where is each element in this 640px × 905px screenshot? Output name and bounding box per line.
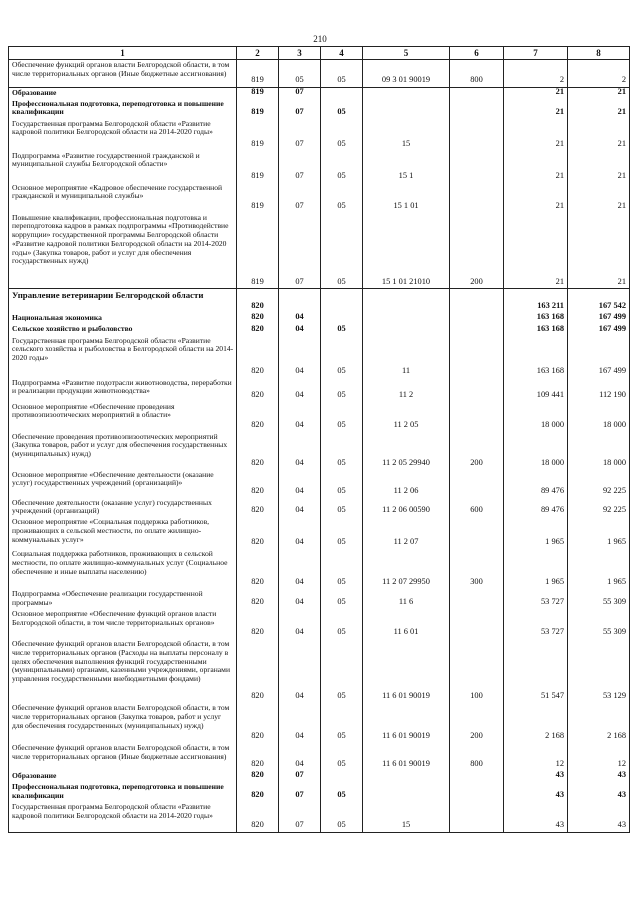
ministry-code-cell: 820 <box>237 470 279 498</box>
amount-cell-col7: 163 168 <box>504 324 568 336</box>
subsection-code-cell: 05 <box>321 498 363 517</box>
amount-cell-col7: 1 965 <box>504 517 568 549</box>
table-row <box>9 60 630 88</box>
expense-type-cell <box>450 151 504 183</box>
amount-cell-col7: 21 <box>504 183 568 213</box>
ministry-code-cell: 820 <box>237 609 279 639</box>
section-code-cell: 04 <box>279 324 321 336</box>
expense-type-cell <box>450 183 504 213</box>
subsection-code-cell <box>321 771 363 782</box>
ministry-code-cell: 820 <box>237 313 279 324</box>
table-row <box>9 88 630 99</box>
subsection-code-cell: 05 <box>321 60 363 88</box>
subsection-code-cell <box>321 88 363 99</box>
section-code-cell: 04 <box>279 589 321 609</box>
row-name-cell: Национальная экономика <box>9 313 237 324</box>
amount-cell-col7: 21 <box>504 151 568 183</box>
amount-cell-col7: 43 <box>504 771 568 782</box>
section-code-cell: 07 <box>279 782 321 802</box>
target-article-cell <box>363 771 450 782</box>
ministry-code-cell: 820 <box>237 336 279 378</box>
expense-type-cell: 200 <box>450 432 504 470</box>
section-code-cell: 04 <box>279 470 321 498</box>
subsection-code-cell: 05 <box>321 336 363 378</box>
amount-cell-col7: 21 <box>504 213 568 289</box>
row-name-cell: Государственная программа Белгородской области «Развитие сельского хозяйства и рыболовства в Белгородской области на 2014-2020 годы» <box>9 336 237 378</box>
row-name-cell: Сельское хозяйство и рыболовство <box>9 324 237 336</box>
amount-cell-col7: 18 000 <box>504 432 568 470</box>
target-article-cell: 11 6 01 <box>363 609 450 639</box>
row-name-cell: Профессиональная подготовка, переподготовка и повышение квалификации <box>9 99 237 119</box>
ministry-code-cell: 820 <box>237 782 279 802</box>
amount-cell-col7: 43 <box>504 802 568 832</box>
amount-cell-col7: 12 <box>504 743 568 771</box>
expense-type-cell: 600 <box>450 498 504 517</box>
expense-type-cell: 800 <box>450 743 504 771</box>
section-code-cell: 07 <box>279 99 321 119</box>
amount-cell-col8: 21 <box>568 88 630 99</box>
table-row <box>9 743 630 771</box>
table-row <box>9 771 630 782</box>
target-article-cell: 15 1 01 21010 <box>363 213 450 289</box>
expense-type-cell <box>450 402 504 432</box>
amount-cell-col8: 21 <box>568 213 630 289</box>
row-name-cell: Основное мероприятие «Кадровое обеспечение государственной гражданской и муниципальной службы» <box>9 183 237 213</box>
target-article-cell <box>363 88 450 99</box>
row-name-cell: Государственная программа Белгородской области «Развитие кадровой политики Белгородской области на 2014-2020 годы» <box>9 802 237 832</box>
expense-type-cell: 100 <box>450 639 504 703</box>
expense-type-cell: 300 <box>450 549 504 589</box>
table-row <box>9 99 630 119</box>
subsection-code-cell: 05 <box>321 589 363 609</box>
table-row <box>9 549 630 589</box>
row-name-cell: Обеспечение проведения противоэпизоотических мероприятий (Закупка товаров, работ и услуг для обеспечения государственных (муниципальных) нужд) <box>9 432 237 470</box>
amount-cell-col8: 21 <box>568 183 630 213</box>
amount-cell-col8: 92 225 <box>568 470 630 498</box>
row-name-cell: Подпрограмма «Обеспечение реализации государственной программы» <box>9 589 237 609</box>
table-row <box>9 470 630 498</box>
ministry-code-cell: 820 <box>237 378 279 402</box>
expense-type-cell <box>450 289 504 313</box>
row-name-cell: Социальная поддержка работников, проживающих в сельской местности, по оплате жилищно-коммунальных услуг (Социальное обеспечение и иные выплаты населению) <box>9 549 237 589</box>
expense-type-cell <box>450 88 504 99</box>
subsection-code-cell: 05 <box>321 549 363 589</box>
ministry-code-cell: 820 <box>237 324 279 336</box>
expense-type-cell: 200 <box>450 703 504 743</box>
expense-type-cell: 800 <box>450 60 504 88</box>
expense-type-cell <box>450 802 504 832</box>
amount-cell-col7: 89 476 <box>504 498 568 517</box>
subsection-code-cell: 05 <box>321 517 363 549</box>
section-code-cell: 04 <box>279 703 321 743</box>
amount-cell-col7: 53 727 <box>504 589 568 609</box>
row-name-cell: Государственная программа Белгородской области «Развитие кадровой политики Белгородской области на 2014-2020 годы» <box>9 119 237 151</box>
row-name-cell: Обеспечение функций органов власти Белгородской области, в том числе территориальных органов (Расходы на выплаты персоналу в целях обеспечения выполнения функций государственными (муниципальными) органами, казенными учреждениями, органами управления государственными внебюджетными фондами) <box>9 639 237 703</box>
section-code-cell: 07 <box>279 88 321 99</box>
section-code-cell: 07 <box>279 151 321 183</box>
table-body <box>9 60 630 833</box>
table-row <box>9 289 630 313</box>
section-code-cell: 07 <box>279 183 321 213</box>
subsection-code-cell: 05 <box>321 802 363 832</box>
subsection-code-cell: 05 <box>321 324 363 336</box>
subsection-code-cell: 05 <box>321 782 363 802</box>
amount-cell-col8: 43 <box>568 802 630 832</box>
ministry-code-cell: 820 <box>237 402 279 432</box>
expense-type-cell <box>450 336 504 378</box>
amount-cell-col7: 109 441 <box>504 378 568 402</box>
target-article-cell: 11 6 <box>363 589 450 609</box>
subsection-code-cell <box>321 289 363 313</box>
table-row <box>9 432 630 470</box>
expense-type-cell <box>450 517 504 549</box>
section-code-cell: 04 <box>279 549 321 589</box>
column-header: 7 <box>504 47 568 60</box>
expense-type-cell: 200 <box>450 213 504 289</box>
target-article-cell: 15 1 <box>363 151 450 183</box>
amount-cell-col7: 89 476 <box>504 470 568 498</box>
amount-cell-col7: 21 <box>504 88 568 99</box>
amount-cell-col8: 21 <box>568 151 630 183</box>
expense-type-cell <box>450 119 504 151</box>
section-code-cell: 04 <box>279 432 321 470</box>
column-header: 5 <box>363 47 450 60</box>
table-row <box>9 119 630 151</box>
amount-cell-col7: 53 727 <box>504 609 568 639</box>
target-article-cell: 11 6 01 90019 <box>363 639 450 703</box>
target-article-cell <box>363 99 450 119</box>
amount-cell-col8: 1 965 <box>568 549 630 589</box>
row-name-cell: Образование <box>9 88 237 99</box>
row-name-cell: Основное мероприятие «Обеспечение проведения противоэпизоотических мероприятий в области» <box>9 402 237 432</box>
section-code-cell: 04 <box>279 609 321 639</box>
ministry-code-cell: 819 <box>237 60 279 88</box>
ministry-code-cell: 820 <box>237 549 279 589</box>
section-code-cell: 05 <box>279 60 321 88</box>
column-header: 3 <box>279 47 321 60</box>
target-article-cell <box>363 289 450 313</box>
column-header: 6 <box>450 47 504 60</box>
amount-cell-col7: 21 <box>504 99 568 119</box>
ministry-code-cell: 820 <box>237 802 279 832</box>
target-article-cell: 11 2 06 <box>363 470 450 498</box>
section-code-cell: 04 <box>279 498 321 517</box>
subsection-code-cell: 05 <box>321 378 363 402</box>
amount-cell-col8: 21 <box>568 99 630 119</box>
row-name-cell: Обеспечение функций органов власти Белгородской области, в том числе территориальных органов (Иные бюджетные ассигнования) <box>9 60 237 88</box>
amount-cell-col8: 21 <box>568 119 630 151</box>
amount-cell-col7: 51 547 <box>504 639 568 703</box>
expense-type-cell <box>450 782 504 802</box>
section-code-cell <box>279 289 321 313</box>
target-article-cell: 11 2 05 <box>363 402 450 432</box>
ministry-code-cell: 819 <box>237 183 279 213</box>
subsection-code-cell: 05 <box>321 151 363 183</box>
amount-cell-col8: 43 <box>568 782 630 802</box>
table-row <box>9 589 630 609</box>
table-row <box>9 313 630 324</box>
subsection-code-cell: 05 <box>321 183 363 213</box>
row-name-cell: Основное мероприятие «Обеспечение деятельности (оказание услуг) государственных учреждений (организаций)» <box>9 470 237 498</box>
table-row <box>9 336 630 378</box>
amount-cell-col7: 1 965 <box>504 549 568 589</box>
ministry-code-cell: 820 <box>237 432 279 470</box>
row-name-cell: Профессиональная подготовка, переподготовка и повышение квалификации <box>9 782 237 802</box>
amount-cell-col8: 167 499 <box>568 313 630 324</box>
row-name-cell: Обеспечение функций органов власти Белгородской области, в том числе территориальных органов (Иные бюджетные ассигнования) <box>9 743 237 771</box>
table-row <box>9 703 630 743</box>
ministry-code-cell: 820 <box>237 703 279 743</box>
subsection-code-cell: 05 <box>321 609 363 639</box>
amount-cell-col8: 55 309 <box>568 609 630 639</box>
row-name-cell: Обеспечение деятельности (оказание услуг) государственных учреждений (организаций) <box>9 498 237 517</box>
amount-cell-col8: 167 499 <box>568 324 630 336</box>
table-row <box>9 183 630 213</box>
table-row <box>9 639 630 703</box>
subsection-code-cell: 05 <box>321 639 363 703</box>
target-article-cell: 11 2 05 29940 <box>363 432 450 470</box>
subsection-code-cell: 05 <box>321 213 363 289</box>
target-article-cell <box>363 324 450 336</box>
ministry-code-cell: 819 <box>237 151 279 183</box>
table-row <box>9 802 630 832</box>
target-article-cell: 15 1 01 <box>363 183 450 213</box>
section-code-cell: 07 <box>279 213 321 289</box>
amount-cell-col8: 43 <box>568 771 630 782</box>
table-row <box>9 609 630 639</box>
section-code-cell: 04 <box>279 517 321 549</box>
table-row <box>9 213 630 289</box>
ministry-code-cell: 820 <box>237 589 279 609</box>
amount-cell-col7: 2 168 <box>504 703 568 743</box>
expense-type-cell <box>450 324 504 336</box>
amount-cell-col7: 21 <box>504 119 568 151</box>
row-name-cell: Основное мероприятие «Обеспечение функций органов власти Белгородской области, в том числе территориальных органов» <box>9 609 237 639</box>
table-row <box>9 782 630 802</box>
target-article-cell <box>363 782 450 802</box>
target-article-cell: 09 3 01 90019 <box>363 60 450 88</box>
amount-cell-col8: 1 965 <box>568 517 630 549</box>
section-code-cell: 04 <box>279 336 321 378</box>
target-article-cell: 11 2 06 00590 <box>363 498 450 517</box>
row-name-cell: Подпрограмма «Развитие подотрасли животноводства, переработки и реализации продукции животноводства» <box>9 378 237 402</box>
expense-type-cell <box>450 378 504 402</box>
ministry-code-cell: 820 <box>237 639 279 703</box>
row-name-cell: Подпрограмма «Развитие государственной гражданской и муниципальной службы Белгородской области» <box>9 151 237 183</box>
row-name-cell: Основное мероприятие «Социальная поддержка работников, проживающих в сельской местности, по оплате жилищно-коммунальных услуг» <box>9 517 237 549</box>
ministry-code-cell: 819 <box>237 213 279 289</box>
subsection-code-cell: 05 <box>321 703 363 743</box>
table-row <box>9 324 630 336</box>
amount-cell-col8: 2 168 <box>568 703 630 743</box>
expense-type-cell <box>450 470 504 498</box>
target-article-cell: 15 <box>363 802 450 832</box>
table-row <box>9 498 630 517</box>
section-code-cell: 04 <box>279 378 321 402</box>
expense-type-cell <box>450 609 504 639</box>
amount-cell-col7: 43 <box>504 782 568 802</box>
amount-cell-col8: 112 190 <box>568 378 630 402</box>
target-article-cell: 11 2 07 <box>363 517 450 549</box>
target-article-cell: 11 2 <box>363 378 450 402</box>
subsection-code-cell: 05 <box>321 119 363 151</box>
amount-cell-col8: 12 <box>568 743 630 771</box>
expense-type-cell <box>450 589 504 609</box>
amount-cell-col7: 163 211 <box>504 289 568 313</box>
amount-cell-col8: 167 542 <box>568 289 630 313</box>
amount-cell-col8: 167 499 <box>568 336 630 378</box>
section-code-cell: 07 <box>279 771 321 782</box>
amount-cell-col8: 53 129 <box>568 639 630 703</box>
column-header: 4 <box>321 47 363 60</box>
amount-cell-col7: 163 168 <box>504 313 568 324</box>
expense-type-cell <box>450 771 504 782</box>
target-article-cell <box>363 313 450 324</box>
section-code-cell: 07 <box>279 119 321 151</box>
ministry-code-cell: 819 <box>237 88 279 99</box>
target-article-cell: 11 6 01 90019 <box>363 743 450 771</box>
column-header: 2 <box>237 47 279 60</box>
ministry-code-cell: 820 <box>237 743 279 771</box>
row-name-cell: Повышение квалификации, профессиональная подготовка и переподготовка кадров в рамках подпрограммы «Противодействие коррупции» государственной программы Белгородской области «Развитие кадровой политики Белгородской области на 2014-2020 годы» (Закупка товаров, работ и услуг для обеспечения государственных нужд) <box>9 213 237 289</box>
page-number: 210 <box>313 34 327 44</box>
section-code-cell: 04 <box>279 639 321 703</box>
table-row <box>9 517 630 549</box>
budget-table <box>8 46 630 833</box>
target-article-cell: 15 <box>363 119 450 151</box>
row-name-cell: Управление ветеринарии Белгородской области <box>9 289 237 313</box>
ministry-code-cell: 820 <box>237 771 279 782</box>
row-name-cell: Обеспечение функций органов власти Белгородской области, в том числе территориальных органов (Закупка товаров, работ и услуг для обеспечения государственных (муниципальных) нужд) <box>9 703 237 743</box>
target-article-cell: 11 2 07 29950 <box>363 549 450 589</box>
amount-cell-col8: 55 309 <box>568 589 630 609</box>
table-row <box>9 402 630 432</box>
section-code-cell: 04 <box>279 743 321 771</box>
subsection-code-cell <box>321 313 363 324</box>
section-code-cell: 04 <box>279 313 321 324</box>
column-header: 1 <box>9 47 237 60</box>
table-header-row <box>9 47 630 60</box>
ministry-code-cell: 819 <box>237 99 279 119</box>
ministry-code-cell: 820 <box>237 517 279 549</box>
section-code-cell: 04 <box>279 402 321 432</box>
expense-type-cell <box>450 99 504 119</box>
column-header: 8 <box>568 47 630 60</box>
amount-cell-col8: 18 000 <box>568 402 630 432</box>
amount-cell-col7: 163 168 <box>504 336 568 378</box>
target-article-cell: 11 <box>363 336 450 378</box>
amount-cell-col8: 92 225 <box>568 498 630 517</box>
amount-cell-col8: 18 000 <box>568 432 630 470</box>
subsection-code-cell: 05 <box>321 432 363 470</box>
ministry-code-cell: 819 <box>237 119 279 151</box>
table-row <box>9 151 630 183</box>
table-row <box>9 378 630 402</box>
subsection-code-cell: 05 <box>321 99 363 119</box>
row-name-cell: Образование <box>9 771 237 782</box>
amount-cell-col8: 2 <box>568 60 630 88</box>
subsection-code-cell: 05 <box>321 743 363 771</box>
subsection-code-cell: 05 <box>321 470 363 498</box>
amount-cell-col7: 18 000 <box>504 402 568 432</box>
subsection-code-cell: 05 <box>321 402 363 432</box>
ministry-code-cell: 820 <box>237 289 279 313</box>
ministry-code-cell: 820 <box>237 498 279 517</box>
target-article-cell: 11 6 01 90019 <box>363 703 450 743</box>
expense-type-cell <box>450 313 504 324</box>
amount-cell-col7: 2 <box>504 60 568 88</box>
section-code-cell: 07 <box>279 802 321 832</box>
